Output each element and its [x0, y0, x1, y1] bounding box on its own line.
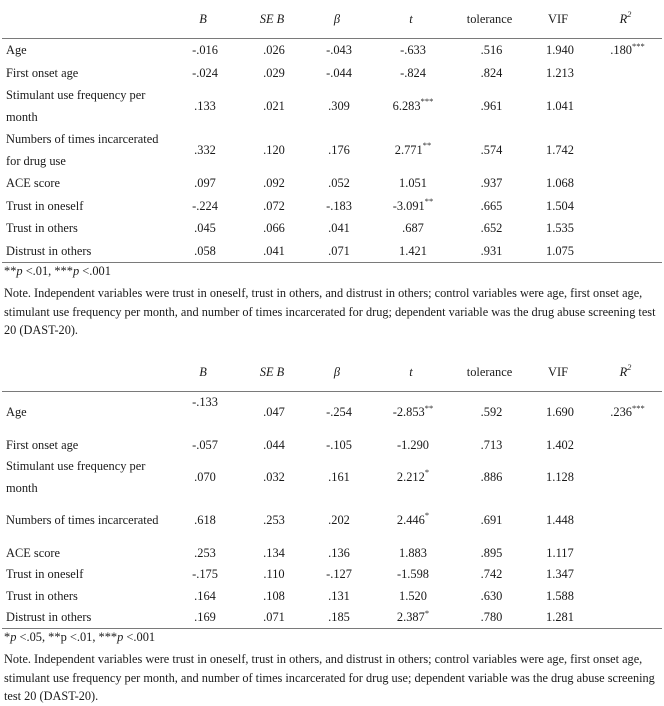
cell-se: .253 [263, 512, 285, 527]
sig-text: ** [4, 264, 17, 278]
cell-r-squared [589, 62, 662, 85]
row-label: Stimulant use frequency per month [6, 88, 146, 124]
cell-b: .133 [194, 99, 216, 113]
regression-table-1 [2, 0, 662, 263]
t-significance: ** [422, 140, 432, 151]
cell-r-squared [589, 542, 662, 564]
cell-r-squared [589, 435, 662, 457]
cell-beta: .309 [328, 99, 350, 113]
t-significance: * [424, 467, 430, 478]
cell-r-squared [589, 39, 662, 62]
t-significance: * [424, 607, 430, 618]
cell-vif: 1.504 [546, 198, 574, 213]
cell-beta: .052 [328, 176, 350, 191]
cell-b: .070 [194, 469, 216, 484]
cell-t [370, 128, 452, 172]
table-row [2, 128, 662, 172]
cell-se: .120 [263, 143, 285, 157]
header-vif: VIF [527, 355, 589, 392]
header-se-b: SE B [240, 355, 304, 392]
cell-se: .066 [263, 221, 285, 236]
t-value: -2.853 [392, 405, 425, 420]
r-squared-significance: *** [631, 40, 645, 51]
header-r-squared [589, 355, 662, 392]
cell-t [370, 585, 452, 607]
cell-b: .045 [194, 221, 216, 236]
cell-vif: 1.535 [546, 221, 574, 236]
cell-b: .164 [194, 588, 216, 603]
cell-b: .332 [194, 143, 216, 157]
header-r-squared [589, 0, 662, 39]
cell-se: .026 [263, 43, 285, 58]
header-b: B [166, 0, 240, 39]
table-row [2, 542, 662, 564]
t-value: 1.421 [399, 243, 427, 258]
cell-r-squared [589, 172, 662, 195]
cell-tolerance: .592 [480, 405, 503, 420]
row-label: Numbers of times incarcerated for drug use [6, 132, 159, 168]
cell-beta: -.043 [326, 43, 352, 58]
cell-t [370, 607, 452, 629]
cell-r-squared [589, 607, 662, 629]
cell-r-squared [589, 240, 662, 263]
cell-tolerance: .931 [452, 240, 527, 263]
cell-vif: 1.347 [546, 567, 574, 582]
cell-t [370, 84, 452, 128]
cell-vif: 1.742 [546, 143, 574, 157]
t-value: 2.212 [396, 469, 425, 484]
cell-b: .169 [166, 607, 240, 629]
cell-se: .029 [263, 65, 285, 80]
t-value: 2.387 [396, 610, 425, 625]
table-row [2, 435, 662, 457]
header-t: t [370, 355, 452, 392]
cell-b: -.057 [192, 438, 218, 453]
cell-se: .047 [263, 405, 285, 420]
cell-b: .097 [194, 176, 216, 191]
table-header-row [2, 0, 662, 39]
r-squared-sup: 2 [627, 362, 632, 373]
cell-b: -.224 [192, 198, 218, 213]
row-label: Age [6, 405, 27, 420]
cell-tolerance: .516 [480, 43, 503, 58]
row-label: Distrust in others [2, 240, 166, 263]
sig-p: p [72, 264, 80, 278]
cell-vif: 1.588 [546, 588, 574, 603]
significance-legend-1 [0, 263, 664, 279]
cell-r-squared [589, 84, 662, 128]
cell-beta: .131 [328, 588, 350, 603]
cell-tolerance: .665 [480, 198, 503, 213]
cell-b: -.024 [192, 65, 218, 80]
t-value: -3.091 [392, 198, 425, 213]
row-label: Numbers of times incarcerated [6, 512, 159, 527]
cell-r-squared [589, 217, 662, 240]
cell-se: .134 [263, 545, 285, 560]
sig-text: <.001 [123, 630, 156, 644]
t-significance: *** [420, 96, 434, 107]
cell-tolerance: .886 [480, 469, 503, 484]
t-significance: * [424, 510, 430, 521]
cell-tolerance: .691 [480, 512, 503, 527]
table-note-1: Note. Independent variables were trust in oneself, trust in others, and distrust in others; control variables were age, first onset age, stimulant use frequency per month, and number of times incarcerated for drug; dependent variable was the drug abuse screening test 20 (DAST-20). [4, 286, 656, 337]
cell-se: .032 [263, 469, 285, 484]
table-note-2: Note. Independent variables were trust in oneself, trust in others, and distrust in others; control variables were age, first onset age, stimulant use frequency per month, and number of times incarcerated for drug use; dependent variable was the drug abuse screening test 20 (DAST-20). [4, 652, 655, 703]
cell-tolerance: .630 [480, 588, 503, 603]
t-significance: ** [424, 196, 434, 207]
cell-vif: 1.940 [546, 43, 574, 58]
sig-p: p [117, 630, 124, 644]
header-beta: β [304, 0, 370, 39]
cell-vif: 1.213 [546, 65, 574, 80]
cell-b: .618 [194, 512, 216, 527]
table-row [2, 195, 662, 218]
t-value: .687 [402, 221, 424, 236]
cell-vif: 1.068 [546, 176, 574, 191]
cell-r-squared [589, 499, 662, 542]
cell-r-squared [589, 585, 662, 607]
cell-t [370, 435, 452, 457]
cell-b: -.175 [192, 567, 218, 582]
cell-vif: 1.117 [546, 545, 574, 560]
table-row [2, 607, 662, 629]
cell-se: .108 [263, 588, 285, 603]
cell-t [370, 564, 452, 586]
cell-t [370, 195, 452, 218]
cell-beta: .161 [328, 469, 350, 484]
row-label: Trust in oneself [6, 198, 84, 213]
cell-r-squared [589, 128, 662, 172]
cell-vif: 1.281 [527, 607, 589, 629]
header-b: B [166, 355, 240, 392]
cell-se: .044 [263, 438, 285, 453]
row-label: Distrust in others [2, 607, 166, 629]
sig-text: <.01, *** [22, 264, 73, 278]
cell-b: -.016 [192, 43, 218, 58]
table-row [2, 84, 662, 128]
cell-tolerance: .895 [480, 545, 503, 560]
table-row [2, 391, 662, 435]
cell-se: .110 [263, 567, 285, 582]
row-label: First onset age [6, 65, 79, 80]
cell-tolerance: .652 [480, 221, 503, 236]
row-label: Trust in others [6, 221, 78, 236]
header-variable [2, 0, 166, 39]
cell-t [370, 499, 452, 542]
row-label: ACE score [6, 545, 61, 560]
t-value: -.633 [400, 43, 426, 58]
cell-se: .071 [240, 607, 304, 629]
r-squared-value: .236 [610, 405, 632, 420]
header-variable [2, 355, 166, 392]
row-label: Stimulant use frequency per month [6, 459, 146, 495]
table-row [2, 585, 662, 607]
cell-t [370, 62, 452, 85]
t-value: 2.446 [396, 512, 425, 527]
t-value: 1.883 [399, 545, 427, 560]
cell-t [370, 391, 452, 435]
cell-t [370, 456, 452, 499]
cell-vif: 1.041 [546, 99, 574, 113]
row-label: ACE score [6, 176, 61, 191]
row-label: Age [6, 43, 27, 58]
cell-vif: 1.690 [546, 405, 574, 420]
cell-vif: 1.402 [546, 438, 574, 453]
header-se-b: SE B [240, 0, 304, 39]
table-row [2, 62, 662, 85]
cell-tolerance: .824 [480, 65, 503, 80]
table-row [2, 172, 662, 195]
cell-se: .092 [263, 176, 285, 191]
cell-beta: -.044 [326, 65, 352, 80]
table-row [2, 240, 662, 263]
t-value: 1.051 [399, 176, 427, 191]
cell-se: .041 [240, 240, 304, 263]
cell-tolerance: .574 [480, 143, 503, 157]
sig-text: <.05, **p <.01, *** [16, 630, 118, 644]
regression-table-2 [2, 355, 662, 630]
header-vif: VIF [527, 0, 589, 39]
sig-p: p [10, 630, 17, 644]
cell-t [370, 542, 452, 564]
cell-beta: .041 [328, 221, 350, 236]
r-label: R [619, 11, 628, 26]
table-row [2, 564, 662, 586]
t-value: 6.283 [392, 99, 421, 113]
cell-beta: .176 [328, 143, 350, 157]
r-label: R [619, 365, 628, 379]
cell-beta: .071 [304, 240, 370, 263]
header-t: t [370, 0, 452, 39]
cell-tolerance: .937 [480, 176, 503, 191]
cell-r-squared [589, 456, 662, 499]
cell-se: .072 [263, 198, 285, 213]
cell-beta: -.105 [326, 438, 352, 453]
cell-tolerance: .961 [480, 99, 503, 113]
cell-t [370, 172, 452, 195]
cell-beta: .136 [328, 545, 350, 560]
row-label: First onset age [6, 438, 79, 453]
cell-beta: -.254 [326, 405, 352, 420]
cell-tolerance: .713 [480, 438, 503, 453]
header-tolerance: tolerance [452, 355, 527, 392]
cell-vif: 1.075 [527, 240, 589, 263]
cell-beta: -.183 [326, 198, 352, 213]
header-beta: β [304, 355, 370, 392]
t-value: -.824 [400, 65, 426, 80]
table-row [2, 456, 662, 499]
sig-text: <.001 [79, 264, 111, 278]
cell-b: .058 [166, 240, 240, 263]
row-label: Trust in oneself [6, 567, 84, 582]
r-squared-sup: 2 [627, 8, 632, 19]
significance-legend-2: *p <.05, **p <.01, ***p <.001 [4, 630, 156, 644]
cell-beta: .185 [304, 607, 370, 629]
cell-vif: 1.448 [546, 512, 574, 527]
cell-se: .021 [263, 99, 285, 113]
row-label: Trust in others [6, 588, 78, 603]
cell-r-squared [589, 391, 662, 435]
t-value: 2.771 [394, 143, 423, 157]
t-value: 1.520 [399, 588, 427, 603]
cell-r-squared [589, 195, 662, 218]
cell-beta: .202 [328, 512, 350, 527]
table-row [2, 217, 662, 240]
cell-r-squared [589, 564, 662, 586]
t-value: -1.598 [396, 567, 429, 582]
cell-beta: -.127 [326, 567, 352, 582]
table-row [2, 499, 662, 542]
cell-t [370, 39, 452, 62]
cell-tolerance: .780 [452, 607, 527, 629]
table-header-row [2, 355, 662, 392]
sig-p: p [16, 264, 23, 278]
cell-tolerance: .742 [480, 567, 503, 582]
cell-b: -.133 [192, 394, 218, 409]
header-tolerance: tolerance [452, 0, 527, 39]
cell-vif: 1.128 [546, 469, 574, 484]
cell-b: .253 [194, 545, 216, 560]
r-squared-significance: *** [631, 402, 645, 413]
table-row [2, 39, 662, 62]
t-value: -1.290 [396, 438, 429, 453]
r-squared-value: .180 [610, 43, 632, 58]
t-significance: ** [424, 402, 434, 413]
cell-t [370, 217, 452, 240]
cell-t [370, 240, 452, 263]
